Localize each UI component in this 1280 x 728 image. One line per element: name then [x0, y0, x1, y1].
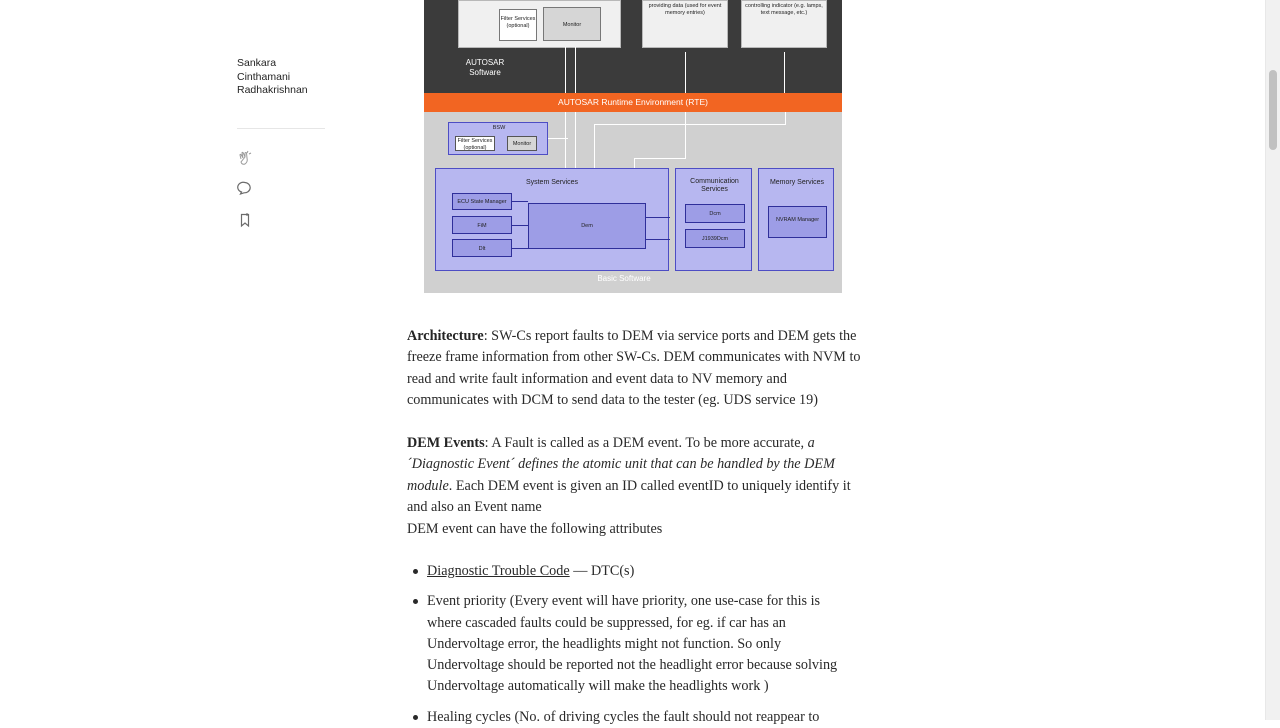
figure-filter-label: Filter Services (optional) [500, 16, 536, 29]
figure-connector [784, 52, 785, 93]
figure-data-provider-label: providing data (used for event memory entries) [648, 3, 722, 16]
figure-filter-box [499, 9, 537, 41]
list-item [407, 707, 847, 728]
figure-swc-area [424, 0, 842, 93]
figure-nvram-manager-box [768, 206, 827, 238]
figure-connector [685, 112, 686, 159]
dtc-link[interactable]: Diagnostic Trouble Code [427, 563, 570, 579]
figure-bsw-filter-label: Filter Services (optional) [457, 138, 493, 151]
architecture-figure [424, 0, 842, 293]
figure-dcm-box [685, 204, 745, 223]
author-name-line: Cinthamani [237, 70, 291, 83]
figure-swc-box [458, 0, 621, 48]
figure-connector [575, 47, 576, 93]
figure-connector [512, 225, 528, 226]
figure-communication-services-box [675, 168, 752, 271]
figure-monitor-box [543, 7, 601, 41]
figure-fim-label: FiM [477, 223, 487, 229]
figure-connector [634, 158, 686, 159]
bullet-dot [413, 599, 418, 604]
scrollbar-thumb[interactable] [1269, 70, 1277, 150]
figure-basic-software-label: Basic Software [597, 274, 651, 283]
figure-bsw-monitor-label: Monitor [512, 141, 532, 147]
clap-icon[interactable] [236, 149, 254, 167]
figure-connector [646, 217, 670, 218]
figure-dlt-label: Dlt [478, 246, 486, 252]
figure-bsw-monitor-box [507, 136, 537, 151]
figure-connector [548, 138, 568, 139]
figure-dcm-label: Dcm [709, 211, 721, 217]
list-item-text: — DTC(s) [569, 563, 635, 579]
bookmark-icon[interactable] [236, 211, 254, 229]
figure-j1939dcm-label: J1939Dcm [701, 236, 729, 242]
figure-system-services-box [435, 168, 669, 271]
comment-icon[interactable] [236, 179, 254, 197]
dem-events-text: : A Fault is called as a DEM event. To be more accurate, [484, 435, 808, 451]
figure-data-provider-box [642, 0, 728, 48]
figure-system-services-label: System Services [525, 179, 579, 186]
bullet-dot [413, 715, 418, 720]
author-name[interactable] [237, 57, 347, 98]
attributes-list [407, 561, 847, 728]
figure-dem-label: Dem [581, 223, 593, 229]
figure-connector [512, 248, 528, 249]
page-scrollbar[interactable] [1265, 0, 1280, 720]
architecture-label: Architecture [407, 328, 484, 344]
figure-memory-services-box [758, 168, 834, 271]
figure-bsw-label: BSW [492, 125, 506, 131]
list-item-text: Event priority (Every event will have priority, one use-case for this is where cascaded faults could be suppressed, for eg. if car has an Undervoltage error, the headlights might not function. So only Undervoltage should be reported not the headlight error because solving Undervoltage automatically will make the headlights work ) [427, 593, 838, 695]
figure-connector [565, 47, 566, 93]
figure-fim-box [452, 216, 512, 234]
figure-indicator-label: controlling indicator (e.g. lamps, text message, etc.) [745, 3, 823, 16]
architecture-paragraph [407, 326, 867, 412]
dem-events-paragraph [407, 433, 867, 540]
dem-events-italic: a ´Diagnostic Event´ defines the atomic unit that can be handled by the DEM module [407, 435, 835, 494]
figure-connector [512, 201, 528, 202]
dem-events-attributes-intro: DEM event can have the following attributes [407, 520, 663, 537]
figure-connector [594, 124, 785, 125]
figure-monitor-label: Monitor [562, 22, 582, 28]
figure-bsw-area [424, 112, 842, 293]
figure-connector [646, 239, 670, 240]
architecture-text: : SW-Cs report faults to DEM via service ports and DEM gets the freeze frame information from other SW-Cs. DEM communicates with NVM to read and write fault information and event data to NV memory and communicates with DCM to send data to the tester (eg. UDS service 19) [407, 328, 861, 409]
bullet-dot [413, 569, 418, 574]
figure-communication-services-label: Communication Services [690, 178, 739, 193]
figure-ecu-state-manager-box [452, 193, 512, 210]
figure-memory-services-label: Memory Services [769, 179, 825, 186]
figure-ecu-state-manager-label: ECU State Manager [457, 199, 507, 205]
dem-events-text-2: . Each DEM event is given an ID called eventID to uniquely identify it and also an Event name [407, 477, 851, 516]
list-item [407, 591, 847, 697]
figure-nvram-manager-label: NVRAM Manager [775, 217, 820, 223]
list-item [407, 561, 847, 582]
figure-connector [685, 52, 686, 93]
author-name-line: Sankara [237, 57, 277, 69]
figure-dlt-box [452, 239, 512, 257]
figure-indicator-box [741, 0, 827, 48]
figure-rte-bar: AUTOSAR Runtime Environment (RTE) [424, 93, 842, 112]
figure-autosar-software-label: AUTOSAR Software [465, 58, 505, 77]
figure-bsw-filter-box [455, 136, 495, 151]
figure-connector [785, 112, 786, 125]
dem-events-label: DEM Events [407, 435, 485, 451]
sidebar-divider [237, 128, 325, 129]
figure-bsw-box [448, 122, 548, 155]
figure-dem-box [528, 203, 646, 249]
author-name-line: Radhakrishnan [237, 84, 308, 96]
list-item-text: Healing cycles (No. of driving cycles the fault should not reappear to [427, 708, 820, 725]
figure-j1939dcm-box [685, 229, 745, 248]
